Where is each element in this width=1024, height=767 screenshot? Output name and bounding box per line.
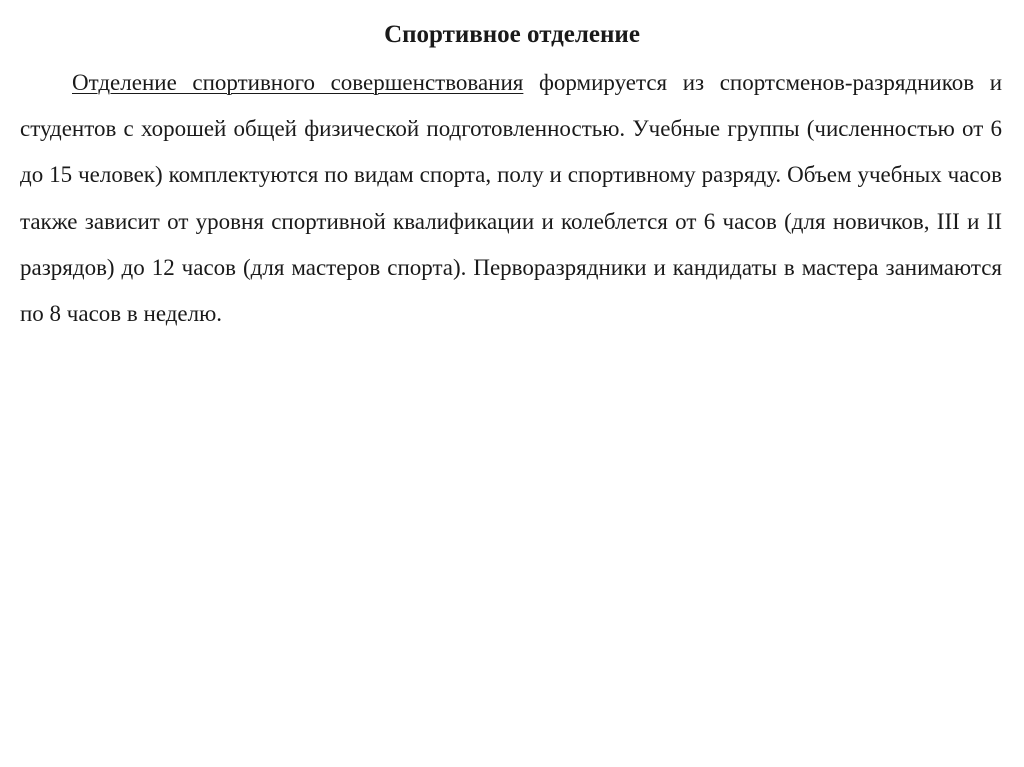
body-paragraph [20, 60, 1002, 337]
slide-title: Спортивное отделение [384, 21, 640, 48]
paragraph-text: формируется из спортсменов-разрядников и студентов с хорошей общей физической подготовленностью. Учебные группы (численностью от 6 до 15 человек) комплектуются по видам спорта, полу и спортивному разряду. Объем учебных часов также зависит от уровня спортивной квалификации и колеблется от 6 часов (для новичков, III и II разрядов) до 12 часов (для мастеров спорта). Перворазрядники и кандидаты в мастера занимаются по 8 часов в неделю. [20, 70, 1002, 327]
underlined-term: Отделение спортивного совершенствования [72, 70, 524, 95]
